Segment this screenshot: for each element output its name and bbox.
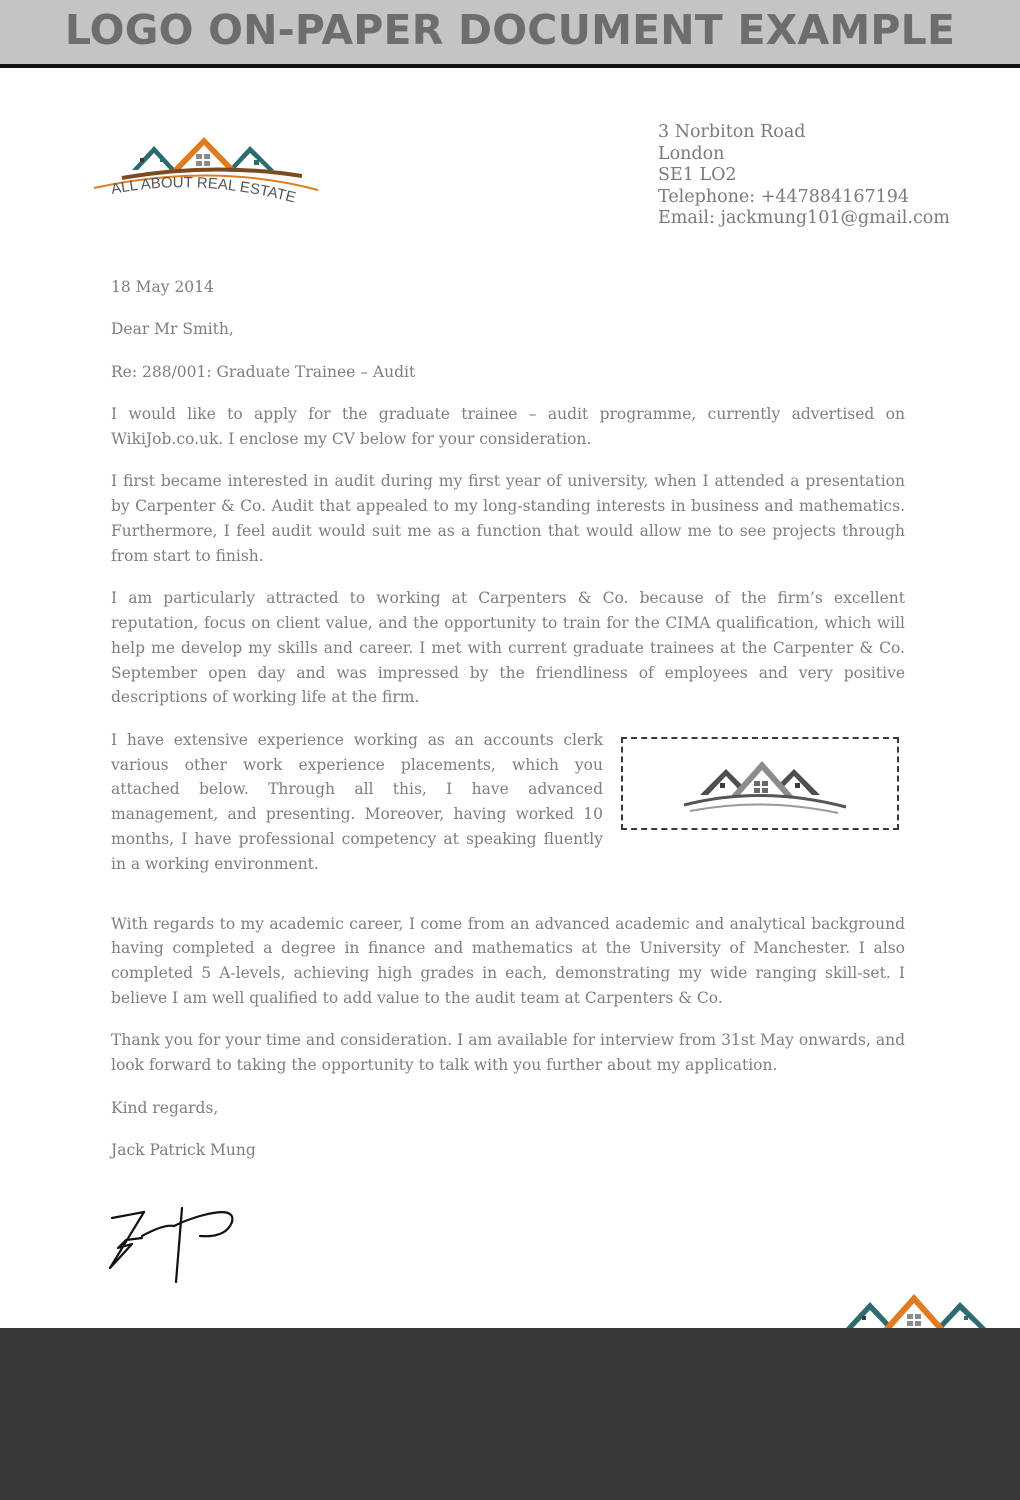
letter-salutation: Dear Mr Smith,: [111, 320, 234, 339]
company-logo: [92, 132, 322, 212]
footer-band: [0, 1328, 1020, 1500]
address-email: Email: jackmung101@gmail.com: [658, 208, 950, 228]
paragraph-5: With regards to my academic career, I come from an advanced academic and analytical background having completed a degree in finance and mathematics at the University of Manchester. I also completed 5 A-levels, achieving high grades in each, demonstrating my wide ranging skill-set. I believe I am well qualified to add value to the audit team at Carpenters & Co.: [111, 914, 905, 1008]
svg-text:ALL ABOUT REAL ESTATE: [110, 174, 298, 206]
grayscale-logo-icon: [650, 745, 870, 821]
letter-reference: Re: 288/001: Graduate Trainee – Audit: [111, 362, 416, 381]
letter-date: 18 May 2014: [111, 278, 214, 296]
logo-text: ALL ABOUT REAL ESTATE: [109, 174, 298, 207]
logo-placeholder-box: [621, 737, 899, 830]
address-line-2: London: [658, 143, 725, 164]
signer-name: Jack Patrick Mung: [111, 1141, 256, 1160]
paragraph-1: I would like to apply for the graduate trainee – audit programme, currently advertised on WikiJob.co.uk. I enclose my CV below for your consideration.: [111, 405, 905, 448]
paragraph-4: I have extensive experience working as an accounts clerk various other work experience placements, which you attached below. Through all this, I have advanced management, and presenting. Moreover, having worked 10 months, I have professional competency at speaking fluently in a working environment.: [111, 730, 603, 873]
letter-closing: Kind regards,: [111, 1098, 219, 1117]
banner-title: LOGO ON-PAPER DOCUMENT EXAMPLE: [64, 6, 956, 54]
address-telephone: Telephone: +447884167194: [658, 186, 909, 207]
experience-row: [111, 728, 905, 894]
banner-rule: [0, 64, 1020, 68]
header-banner: [0, 0, 1020, 64]
letter-body: [111, 275, 905, 1180]
paragraph-2: I first became interested in audit during my first year of university, when I attended a presentation by Carpenter & Co. Audit that appealed to my long-standing interests in business and mathematics. Furthermore, I feel audit would suit me as a function that would allow me to see projects through from start to finish.: [111, 472, 905, 565]
sender-address: [658, 122, 1008, 230]
paragraph-3: I am particularly attracted to working at Carpenters & Co. because of the firm’s excellent reputation, focus on client value, and the opportunity to train for the CIMA qualification, which will help me develop my skills and career. I met with current graduate trainees at the Carpenter & Co. September open day and was impressed by the friendliness of employees and very positive descriptions of working life at the firm.: [111, 589, 905, 707]
address-line-1: 3 Norbiton Road: [658, 122, 806, 142]
handwritten-signature: [104, 1200, 244, 1290]
paragraph-6: Thank you for your time and consideration. I am available for interview from 31st May onwards, and look forward to taking the opportunity to talk with you further about my application.: [111, 1031, 905, 1075]
footer-logo: [840, 1288, 990, 1330]
address-line-3: SE1 LO2: [658, 165, 737, 185]
